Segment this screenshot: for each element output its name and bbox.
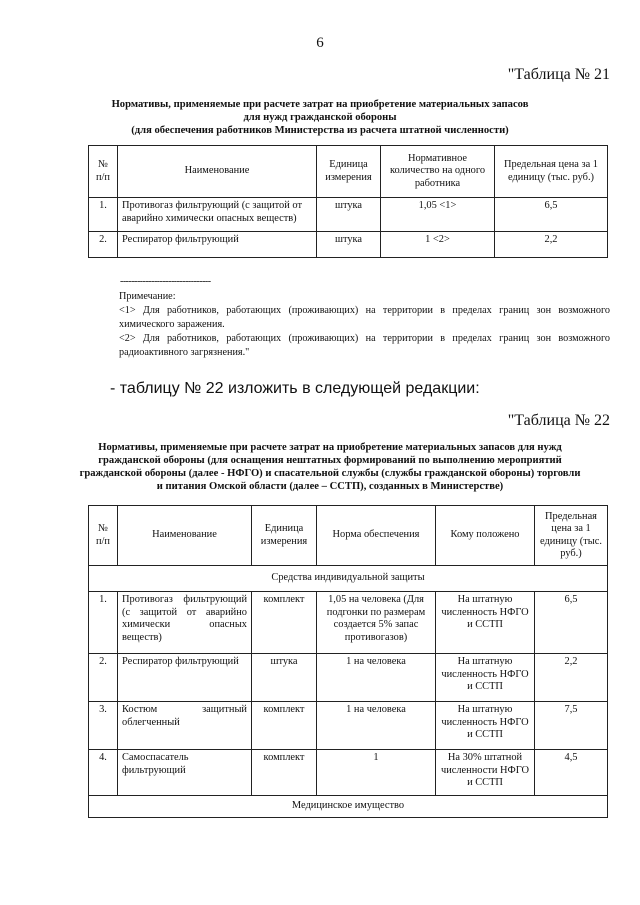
- cell-num: 2.: [89, 232, 118, 258]
- cell-who: На штатную численность НФГО и ССТП: [436, 702, 535, 750]
- cell-unit: комплект: [252, 750, 317, 796]
- table22-title-line: Нормативы, применяемые при расчете затрат на приобретение материальных запасов для нужд: [98, 442, 562, 453]
- cell-name: Респиратор фильтрующий: [118, 232, 317, 258]
- header-price: Предельная цена за 1 единицу (тыс. руб.): [535, 506, 608, 566]
- table22-title-line: гражданской обороны (далее - НФГО) и спасательной службы (службы гражданской обороны) торговли: [79, 468, 581, 479]
- notes-heading: Примечание:: [119, 291, 176, 302]
- cell-norm: 1,05 на человека (Для подгонки по размерам создается 5% запас противогазов): [317, 592, 436, 654]
- header-num: № п/п: [89, 506, 118, 566]
- section-title: Медицинское имущество: [89, 796, 608, 818]
- table21: [88, 145, 608, 258]
- table22-title-line: и питания Омской области (далее – ССТП), созданных в Министерстве): [156, 481, 504, 492]
- header-unit: Единица измерения: [317, 146, 381, 198]
- cell-num: 4.: [89, 750, 118, 796]
- cell-price: 4,5: [535, 750, 608, 796]
- cell-price: 6,5: [495, 198, 608, 232]
- cell-who: На штатную численность НФГО и ССТП: [436, 654, 535, 702]
- table21-title-line: Нормативы, применяемые при расчете затрат на приобретение материальных запасов: [111, 99, 529, 110]
- cell-unit: комплект: [252, 592, 317, 654]
- table21-title-line: для нужд гражданской обороны: [243, 112, 397, 123]
- cell-name: Респиратор фильтрующий: [118, 654, 252, 702]
- table22-label: "Таблица № 22: [507, 412, 610, 429]
- table-header-row: [89, 146, 608, 198]
- table22-title: [60, 441, 600, 493]
- cell-norm: 1 на человека: [317, 654, 436, 702]
- table-row: [89, 592, 608, 654]
- table22-title-line: гражданской обороны (для оснащения нештатных формирований по выполнению мероприятий: [98, 455, 562, 466]
- header-qty: Нормативное количество на одного работника: [381, 146, 495, 198]
- section-title: Средства индивидуальной защиты: [89, 566, 608, 592]
- cell-norm: 1 на человека: [317, 702, 436, 750]
- cell-name: Костюм защитный облегченный: [118, 702, 252, 750]
- cell-unit: штука: [252, 654, 317, 702]
- notes: [95, 290, 610, 360]
- cell-name: Самоспасатель фильтрующий: [118, 750, 252, 796]
- header-name: Наименование: [118, 506, 252, 566]
- header-price: Предельная цена за 1 единицу (тыс. руб.): [495, 146, 608, 198]
- table21-label: "Таблица № 21: [507, 66, 610, 83]
- cell-who: На штатную численность НФГО и ССТП: [436, 592, 535, 654]
- table22: [88, 505, 608, 818]
- table21-title: [80, 98, 560, 137]
- cell-name: Противогаз фильтрующий (с защитой от аварийно химически опасных веществ): [118, 198, 317, 232]
- header-name: Наименование: [118, 146, 317, 198]
- cell-num: 1.: [89, 198, 118, 232]
- note-2: <2> Для работников, работающих (проживающих) на территории в пределах границ зон возможного радиоактивного загрязнения.": [119, 333, 610, 358]
- cell-num: 1.: [89, 592, 118, 654]
- cell-num: 2.: [89, 654, 118, 702]
- table-row: [89, 198, 608, 232]
- cell-price: 6,5: [535, 592, 608, 654]
- table-header-row: [89, 506, 608, 566]
- note-1: <1> Для работников, работающих (проживающих) на территории в пределах границ зон возможного химического заражения.: [119, 305, 610, 330]
- cell-num: 3.: [89, 702, 118, 750]
- table-row: [89, 654, 608, 702]
- cell-price: 7,5: [535, 702, 608, 750]
- cell-unit: комплект: [252, 702, 317, 750]
- instruction-text: - таблицу № 22 изложить в следующей редакции:: [110, 380, 480, 397]
- page-number: 6: [316, 35, 324, 51]
- cell-qty: 1 <2>: [381, 232, 495, 258]
- cell-price: 2,2: [495, 232, 608, 258]
- cell-unit: штука: [317, 232, 381, 258]
- cell-who: На 30% штатной численности НФГО и ССТП: [436, 750, 535, 796]
- cell-name: Противогаз фильтрующий (с защитой от аварийно химически опасных веществ): [118, 592, 252, 654]
- cell-norm: 1: [317, 750, 436, 796]
- table21-title-line: (для обеспечения работников Министерства из расчета штатной численности): [131, 125, 509, 136]
- footnote-separator: --------------------------------: [120, 276, 211, 287]
- header-num: № п/п: [89, 146, 118, 198]
- table-row: [89, 702, 608, 750]
- header-unit: Единица измерения: [252, 506, 317, 566]
- table-row: [89, 750, 608, 796]
- cell-qty: 1,05 <1>: [381, 198, 495, 232]
- section-row: [89, 566, 608, 592]
- header-norm: Норма обеспечения: [317, 506, 436, 566]
- table-row: [89, 232, 608, 258]
- section-row: [89, 796, 608, 818]
- cell-unit: штука: [317, 198, 381, 232]
- cell-price: 2,2: [535, 654, 608, 702]
- header-who: Кому положено: [436, 506, 535, 566]
